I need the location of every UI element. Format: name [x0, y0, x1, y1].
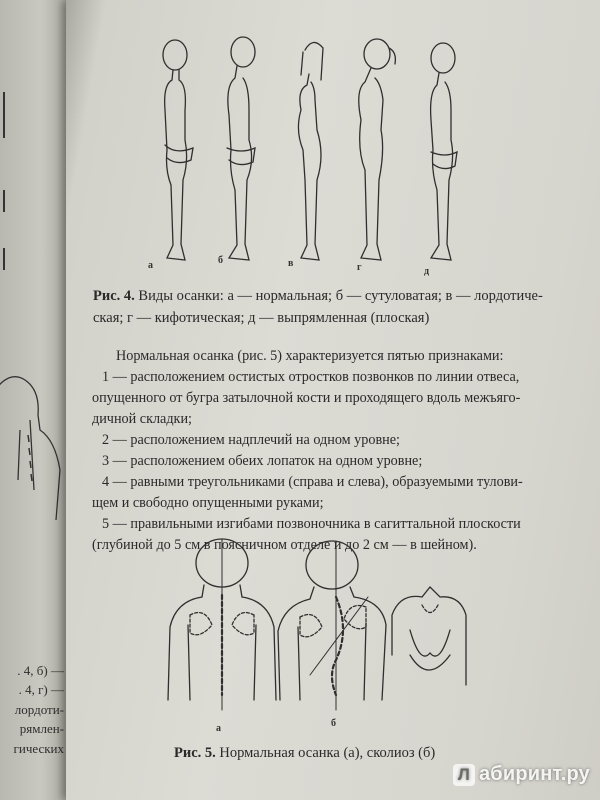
figure-4-child-a	[163, 40, 193, 260]
left-facing-page	[0, 0, 68, 800]
left-page-text-fragment: . 4, б) —	[17, 663, 64, 678]
figure-4-child-b	[227, 37, 255, 260]
body-line: дичной складки;	[92, 411, 192, 427]
figure-5-caption	[174, 745, 435, 762]
site-watermark	[453, 763, 590, 786]
figure-5-caption-text: Нормальная осанка (а), сколиоз (б)	[219, 745, 436, 761]
figure-4-label-a: а	[148, 260, 153, 271]
body-line: опущенного от бугра затылочной кости и проходящего вдоль межъяго-	[92, 390, 521, 406]
figure-4-child-v	[298, 42, 323, 260]
left-page-text-fragment: рямлен-	[19, 721, 64, 736]
body-line: 5 — правильными изгибами позвоночника в сагиттальной плоскости	[102, 516, 521, 532]
left-page-margin-mark	[3, 190, 5, 212]
figure-5-back-b	[278, 541, 386, 710]
body-line: Нормальная осанка (рис. 5) характеризуется пятью признаками:	[116, 348, 504, 364]
figure-5-label-a: а	[216, 723, 221, 734]
left-page-text-fragment: лордоти-	[14, 702, 64, 717]
figure-5-normal-posture-scoliosis	[160, 535, 490, 710]
body-line: (глубиной до 5 см в поясничном отделе и до 2 см — в шейном).	[92, 537, 477, 553]
figure-4-caption-label: Рис. 4.	[93, 288, 135, 304]
figure-4-child-g	[359, 39, 396, 260]
left-page-text-fragment: . 4, г) —	[18, 682, 64, 697]
body-line: 3 — расположением обеих лопаток на одном уровне;	[102, 453, 423, 469]
left-page-margin-mark	[3, 248, 5, 270]
figure-5-back-a	[168, 539, 276, 710]
figure-4-caption-text: Виды осанки: а — нормальная; б — сутуловатая; в — лордотиче-	[138, 288, 543, 304]
left-page-margin-mark	[3, 108, 5, 138]
figure-5-caption-label: Рис. 5.	[174, 745, 216, 761]
figure-4-posture-types	[145, 30, 475, 270]
figure-4-caption-line-2: ская; г — кифотическая; д — выпрямленная (плоская)	[93, 310, 430, 326]
figure-5-buttocks-view	[392, 587, 466, 685]
figure-4-child-d	[431, 43, 457, 260]
watermark-text: абиринт.ру	[478, 763, 590, 785]
figure-4-label-b: б	[218, 255, 223, 266]
left-page-text-fragment: гических	[13, 741, 64, 756]
figure-4-label-v: в	[288, 258, 294, 269]
left-page-back-illustration	[0, 360, 68, 560]
body-line: 1 — расположением остистых отростков позвонков по линии отвеса,	[102, 369, 520, 385]
figure-4-caption-line-1	[93, 288, 543, 305]
labirint-logo-icon: Л	[453, 764, 475, 786]
body-line: 2 — расположением надплечий на одном уровне;	[102, 432, 400, 448]
figure-4-label-g: г	[357, 262, 362, 273]
body-line: щем и свободно опущенными руками;	[92, 495, 324, 511]
figure-5-label-b: б	[331, 718, 336, 729]
figure-4-label-d: д	[424, 266, 430, 277]
body-line: 4 — равными треугольниками (справа и слева), образуемыми тулови-	[102, 474, 523, 490]
